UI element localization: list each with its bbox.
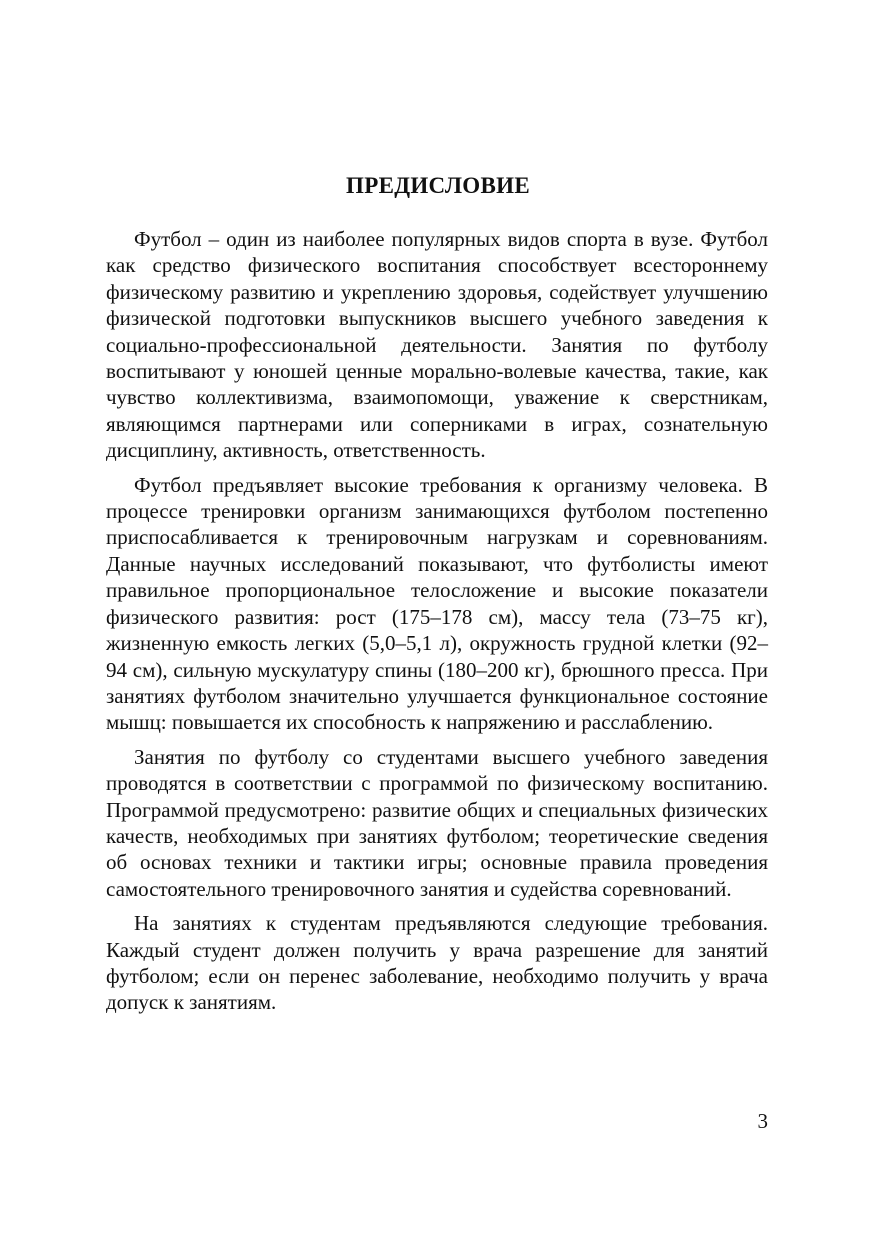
paragraph-3: Занятия по футболу со студентами высшего учебного заведения проводятся в соответствии с программой по физическому воспитанию. Программой предусмотрено: развитие общих и специальных физических качеств, необходимых при занятиях футболом; теоретические сведения об основах техники и тактики игры; основные правила проведения самостоятельного тренировочного занятия и судейства соревнований. — [106, 744, 768, 901]
body-text — [106, 226, 768, 1024]
page-number: 3 — [757, 1109, 768, 1133]
page-title: ПРЕДИСЛОВИЕ — [346, 173, 530, 198]
paragraph-4: На занятиях к студентам предъявляются следующие требования. Каждый студент должен получить у врача разрешение для занятий футболом; если он перенес заболевание, необходимо получить у врача допуск к занятиям. — [106, 911, 768, 1015]
paragraph-2: Футбол предъявляет высокие требования к организму человека. В процессе тренировки организм занимающихся футболом постепенно приспосабливается к тренировочным нагрузкам и соревнованиям. Данные научных исследований показывают, что футболисты имеют правильное пропорциональное телосложение и высокие показатели физического развития: рост (175–178 см), массу тела (73–75 кг), жизненную емкость легких (5,0–5,1 л), окружность грудной клетки (92–94 см), сильную мускулатуру спины (180–200 кг), брюшного пресса. При занятиях футболом значительно улучшается функциональное состояние мышц: повышается их способность к напряжению и расслаблению. — [106, 472, 768, 735]
paragraph-1: Футбол – один из наиболее популярных видов спорта в вузе. Футбол как средство физического воспитания способствует всестороннему физическому развитию и укреплению здоровья, содействует улучшению физической подготовки выпускников высшего учебного заведения к социально-профессиональной деятельности. Занятия по футболу воспитывают у юношей ценные морально-волевые качества, такие, как чувство коллективизма, взаимопомощи, уважение к сверстникам, являющимся партнерами или соперниками в играх, сознательную дисциплину, активность, ответственность. — [106, 227, 768, 463]
